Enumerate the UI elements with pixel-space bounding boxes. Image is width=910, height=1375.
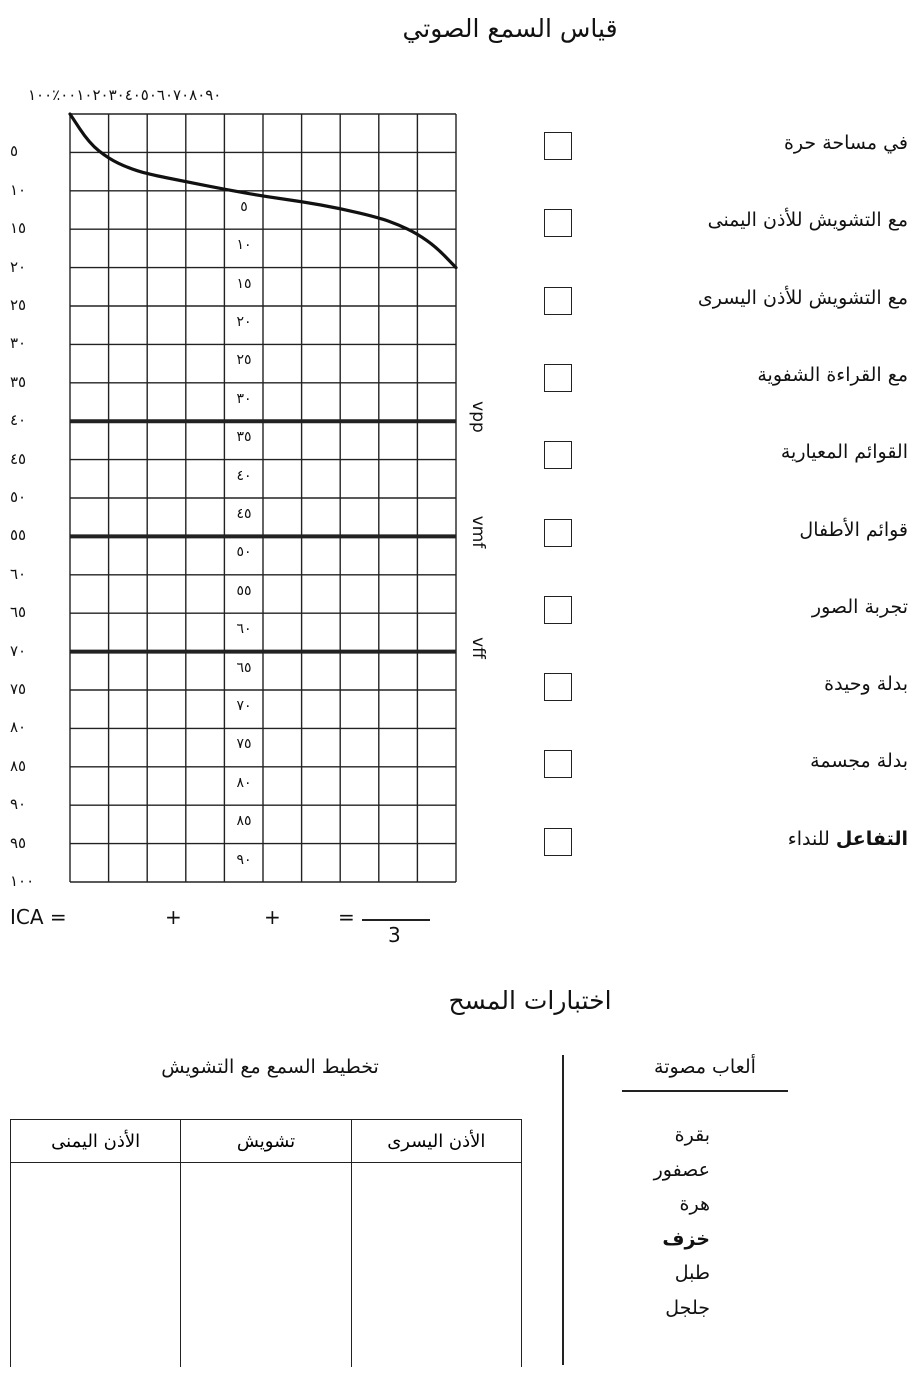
option-label: بدلة وحيدة xyxy=(824,673,908,696)
mid-column-label: ٣٥ xyxy=(236,429,252,446)
db-axis-label: ١٠٠ xyxy=(10,872,35,890)
ica-equals: = xyxy=(338,905,355,929)
db-axis-label: ٥ xyxy=(10,142,19,161)
option-label: مع التشويش للأذن اليمنى xyxy=(707,209,908,232)
mid-column-label: ٤٠ xyxy=(236,467,252,484)
option-label: قوائم الأطفال xyxy=(799,518,908,541)
option-checkbox[interactable] xyxy=(544,596,572,624)
sound-toys-underline xyxy=(622,1090,788,1092)
option-label: بدلة مجسمة xyxy=(810,750,908,773)
noise-audiogram-table xyxy=(10,1119,522,1367)
mid-column-label: ٤٥ xyxy=(236,506,252,522)
column-left-ear: الأذن اليسرى xyxy=(351,1120,521,1163)
mid-column-label: ٨٠ xyxy=(236,774,252,791)
db-axis-label: ٨٥ xyxy=(10,756,27,775)
db-axis-label: ١٥ xyxy=(10,219,27,238)
ica-plus-2: + xyxy=(264,905,281,929)
cell-noise[interactable] xyxy=(181,1163,351,1368)
option-row[interactable] xyxy=(540,205,910,241)
option-label: مع التشويش للأذن اليسرى xyxy=(697,286,908,309)
sound-toy-item: بقرة xyxy=(674,1124,710,1146)
option-row[interactable] xyxy=(540,515,910,551)
mid-column-label: ٦٥ xyxy=(236,659,252,676)
ica-fraction-line xyxy=(362,919,430,921)
option-row[interactable] xyxy=(540,437,910,473)
option-row[interactable] xyxy=(540,128,910,164)
option-label: في مساحة حرة xyxy=(783,132,908,154)
option-row[interactable] xyxy=(540,669,910,705)
option-label: القوائم المعيارية xyxy=(780,441,908,464)
zone-label-vff: vff xyxy=(468,636,488,659)
speech-audiogram-grid xyxy=(0,0,480,900)
option-label-rest: للنداء xyxy=(787,827,836,850)
db-axis-label: ٢٥ xyxy=(10,296,27,314)
mid-column-label: ١٥ xyxy=(236,275,252,292)
ica-label: ICA = xyxy=(10,905,67,929)
option-row[interactable] xyxy=(540,592,910,628)
option-checkbox[interactable] xyxy=(544,287,572,315)
option-label-bold-part: التفاعل xyxy=(835,827,908,850)
mid-column-label: ٥٠ xyxy=(236,544,252,561)
option-row[interactable] xyxy=(540,283,910,319)
mid-column-label: ٦٠ xyxy=(236,621,252,638)
option-checkbox[interactable] xyxy=(544,673,572,701)
sound-toy-item: خزف xyxy=(662,1227,710,1250)
option-row[interactable] xyxy=(540,824,910,860)
db-axis-label: ٦٥ xyxy=(10,603,27,622)
option-checkbox[interactable] xyxy=(544,132,572,160)
mid-column-label: ٢٥ xyxy=(236,352,252,369)
db-axis-label: ٤٠ xyxy=(10,411,27,430)
option-checkbox[interactable] xyxy=(544,209,572,237)
db-axis-label: ١٠ xyxy=(10,180,27,199)
cell-right-ear[interactable] xyxy=(11,1163,181,1368)
option-label: مع القراءة الشفوية xyxy=(757,363,908,386)
db-axis-label: ٦٠ xyxy=(10,564,27,583)
option-checkbox[interactable] xyxy=(544,750,572,778)
mid-column-label: ١٠ xyxy=(236,237,252,254)
mid-column-label: ٧٠ xyxy=(236,698,252,714)
option-checkbox[interactable] xyxy=(544,519,572,547)
mid-column-label: ٩٠ xyxy=(236,851,252,868)
option-row[interactable] xyxy=(540,360,910,396)
mid-column-label: ٥ xyxy=(240,198,248,215)
option-row[interactable] xyxy=(540,746,910,782)
db-axis-label: ٣٠ xyxy=(10,334,27,353)
option-checkbox[interactable] xyxy=(544,828,572,856)
db-axis-label: ٧٠ xyxy=(10,641,27,660)
column-noise: تشويش xyxy=(181,1120,351,1163)
sound-toy-item: هرة xyxy=(679,1193,710,1216)
sound-toy-item: عصفور xyxy=(653,1158,710,1181)
option-label: تجربة الصور xyxy=(811,595,908,618)
mid-column-label: ٥٥ xyxy=(236,582,252,599)
cell-left-ear[interactable] xyxy=(351,1163,521,1368)
sound-toy-item: جلجل xyxy=(665,1297,710,1319)
column-right-ear: الأذن اليمنى xyxy=(11,1120,181,1163)
sound-toys-title: ألعاب مصوتة xyxy=(654,1056,756,1078)
screening-title: اختبارات المسح xyxy=(448,986,612,1015)
option-checkbox[interactable] xyxy=(544,441,572,469)
zone-label-vpp: vpp xyxy=(468,401,488,434)
db-axis-label: ٨٠ xyxy=(10,718,27,737)
sound-toy-item: طبل xyxy=(674,1262,710,1285)
zone-label-vmf: vmf xyxy=(468,516,488,549)
db-axis-label: ٩٠ xyxy=(10,795,27,814)
ica-denominator: 3 xyxy=(388,923,401,947)
section-divider xyxy=(562,1055,564,1365)
percent-axis-labels: ٠٠١٠٢٠٣٠٤٠٥٠٦٠٧٠٨٠٩٠٪١٠٠ xyxy=(28,86,222,104)
db-axis-label: ٧٥ xyxy=(10,680,27,698)
mid-column-label: ٨٥ xyxy=(236,813,252,830)
db-axis-label: ٢٠ xyxy=(10,257,27,276)
db-axis-label: ٩٥ xyxy=(10,833,27,852)
ica-formula xyxy=(10,905,470,955)
db-axis-label: ٥٠ xyxy=(10,488,27,506)
db-axis-label: ٣٥ xyxy=(10,372,27,391)
option-checkbox[interactable] xyxy=(544,364,572,392)
mid-column-label: ٣٠ xyxy=(236,390,252,407)
db-axis-label: ٥٥ xyxy=(10,526,27,545)
mid-column-label: ٢٠ xyxy=(236,314,252,330)
mid-column-label: ٧٥ xyxy=(236,736,252,753)
db-axis-label: ٤٥ xyxy=(10,449,27,468)
page-title: قياس السمع الصوتي xyxy=(402,14,618,43)
option-label xyxy=(788,828,908,850)
ica-plus-1: + xyxy=(165,905,182,929)
noise-audiogram-title: تخطيط السمع مع التشويش xyxy=(161,1056,379,1078)
